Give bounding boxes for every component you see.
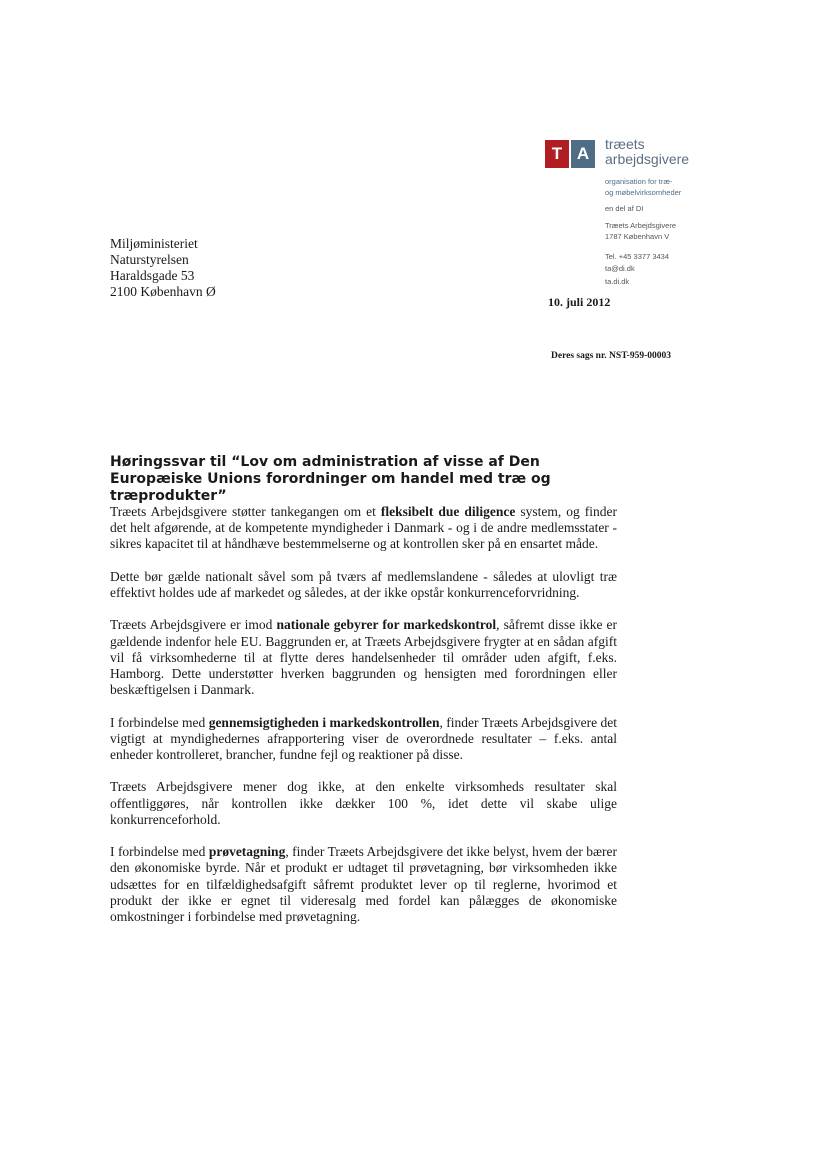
org-phone: Tel. +45 3377 3434: [605, 252, 670, 261]
recipient-line1: Miljøministeriet: [110, 236, 198, 251]
letter-date: 10. juli 2012: [548, 295, 611, 309]
p6-text-c: , finder Træets Arbejdsgivere det ikke belyst, hvem der bærer den økonomiske byrde. Når et produkt er udtaget til prøvetagning, bør virksomheden ikke udsættes for en tilfældighedsafgift såfremt produktet lever op til reglerne, hvorimod et produkt der ikke er egnet til videresalg med fordel kan pålægges de økonomiske omkostninger i forbindelse med prøvetagning.: [110, 844, 618, 924]
paragraph-4: [110, 715, 617, 764]
p3-text-c: , såfremt disse ikke er gældende indenfor hele EU. Baggrunden er, at Træets Arbejdsgivere frygter at en sådan afgift vil få virksomhederne til at flytte deres handelsenheder til områder uden afgift, f.eks. Hamborg. Dette understøtter hverken baggrunden og hensigten med forordningen eller beskæftigelsen i Danmark.: [110, 617, 618, 698]
paragraph-6: [110, 844, 617, 925]
org-web[interactable]: ta.di.dk: [605, 277, 630, 286]
p1-bold: fleksibelt due diligence: [380, 504, 516, 519]
org-name: Træets Arbejdsgivere: [605, 221, 677, 230]
p4-bold: gennemsigtigheden i markedskontrollen: [208, 714, 440, 730]
case-reference: Deres sags nr. NST-959-00003: [551, 351, 671, 361]
org-tagline2: og møbelvirksomheder: [605, 188, 682, 197]
p3-bold: nationale gebyrer for markedskontrol: [276, 617, 497, 633]
logo-letter-t: T: [545, 140, 569, 168]
p1-text-c: system, og finder det helt afgørende, at de kompetente myndigheder i Danmark - og i de andre medlemsstater - sikres kapacitet til at håndhæve bestemmelserne og at kontrollen sker på en ensartet måde.: [110, 504, 618, 552]
logo-name-line2: arbejdsgivere: [605, 151, 690, 167]
org-tagline1: organisation for træ-: [605, 177, 673, 186]
org-email[interactable]: ta@di.dk: [605, 264, 635, 273]
paragraph-3: [110, 617, 617, 698]
p6-text-a: I forbindelse med: [110, 844, 209, 860]
org-postal: 1787 København V: [605, 232, 670, 241]
letter-heading: Høringssvar til “Lov om administration af visse af Den Europæiske Unions forordninger om handel med træ og træprodukter”: [110, 454, 551, 504]
p6-bold: prøvetagning: [208, 844, 286, 860]
recipient-line4: 2100 København Ø: [110, 284, 216, 299]
org-part-of: en del af DI: [605, 204, 644, 213]
recipient-line2: Naturstyrelsen: [110, 252, 189, 267]
paragraph-1: [110, 504, 617, 553]
p4-text-c: , finder Træets Arbejdsgivere det vigtigt at myndighedernes afrapportering viser de overordnede resultater – f.eks. antal enheder kontrolleret, brancher, fundne fejl og reaktioner på disse.: [110, 714, 617, 762]
recipient-address: [110, 236, 216, 300]
paragraph-2: Dette bør gælde nationalt såvel som på tværs af medlemslandene - således at ulovligt træ effektivt holdes ude af markedet og således, at der ikke opstår konkurrenceforvridning.: [110, 568, 617, 600]
p3-text-a: Træets Arbejdsgivere er imod: [110, 617, 277, 633]
logo-name: [605, 137, 689, 167]
p1-text-a: Træets Arbejdsgivere støtter tankegangen om et: [110, 504, 381, 519]
paragraph-5: Træets Arbejdsgivere mener dog ikke, at den enkelte virksomheds resultater skal offentliggøres, når kontrollen ikke dækker 100 %, idet dette vil skabe ulige konkurrenceforhold.: [110, 779, 617, 827]
letter-body: [110, 504, 617, 941]
recipient-line3: Haraldsgade 53: [110, 268, 195, 283]
p4-text-a: I forbindelse med: [110, 714, 209, 730]
logo-letter-a: A: [571, 140, 595, 168]
logo-name-line1: træets: [605, 136, 645, 152]
